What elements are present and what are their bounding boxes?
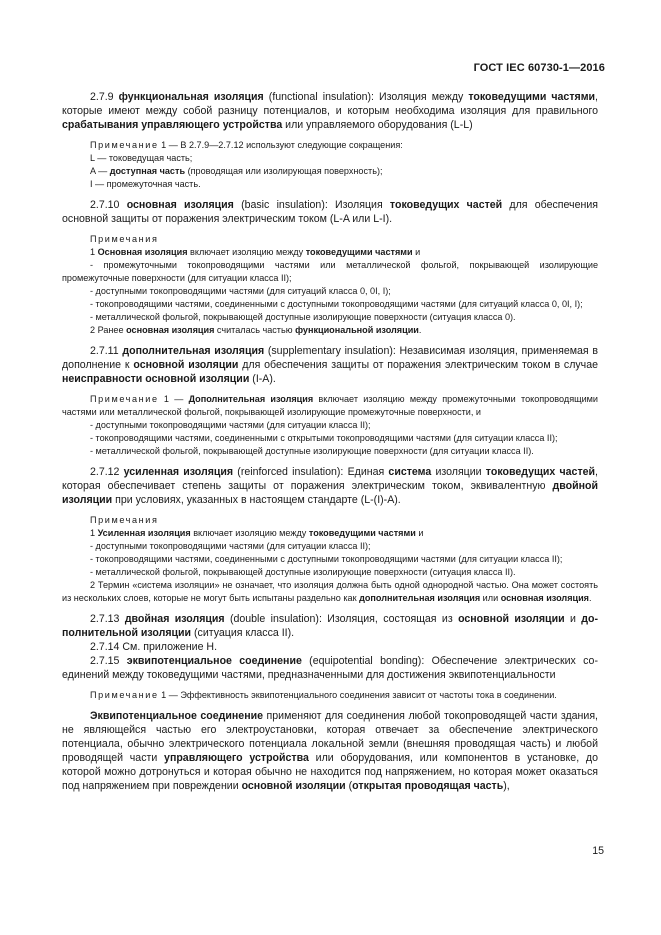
body-paragraph [62, 465, 598, 507]
bold-term: эквипотенциальное соединение [126, 655, 302, 667]
text-run: для обеспечения защиты от поражения электрическим током в случае [238, 359, 598, 371]
text-run: . [588, 593, 592, 603]
body-paragraph [62, 709, 598, 793]
body-paragraph [62, 612, 598, 640]
bold-term: функциональной изоляции [295, 325, 419, 335]
body-paragraph [62, 654, 598, 682]
text-run: 1 — Эффективность эквипотенциального соединения зависит от частоты тока в соединении. [158, 690, 557, 700]
text-run: или [480, 593, 501, 603]
text-run: , которая обеспечивает степень защиты от поражения электрическим током, эквивалентную [62, 466, 598, 492]
note-paragraph [62, 298, 598, 311]
text-run: и [564, 613, 582, 625]
bold-term: усиленная изоляция [123, 466, 234, 478]
bold-term: система [388, 466, 432, 478]
bold-term: токоведущими частями [305, 247, 413, 257]
body-paragraph [62, 90, 598, 132]
text-run: 1 [90, 247, 98, 257]
text-run: ( [345, 780, 353, 792]
text-run: или оборудования, или компонентов в установке, до которой можно дотронуться и которая обычно не находится под напряжением, но которая может оказаться под напряжением при повреждении [62, 752, 598, 792]
text-run: - доступными токопроводящими частями (для ситуаций класса 0, 0I, I); [90, 286, 391, 296]
body-paragraph [62, 198, 598, 226]
note-paragraph [62, 527, 598, 540]
text-run: Примечания [90, 234, 159, 244]
text-run: 2.7.9 [90, 91, 119, 103]
text-run: (double insulation): Изоляция, состоящая из [224, 613, 459, 625]
text-run: и [415, 528, 424, 538]
text-run: 1 — В 2.7.9—2.7.12 используют следующие сокращения: [158, 140, 403, 150]
document-body [62, 90, 598, 793]
bold-term: Усиленная изоляция [97, 528, 191, 538]
page-number: 15 [592, 845, 604, 857]
note-paragraph [62, 689, 598, 702]
text-run: I — промежуточная часть. [90, 179, 201, 189]
text-run: Примечания [90, 515, 159, 525]
text-run: - токопроводящими частями, соединенными с доступными токопроводящими частями (для ситуации класса II); [90, 554, 563, 564]
text-run: 2.7.13 [90, 613, 125, 625]
text-run: 2.7.12 [90, 466, 124, 478]
note-paragraph [62, 139, 598, 152]
note-paragraph [62, 259, 598, 285]
text-run: применяют для соединения любой токопроводящей части здания, не являющейся частью его электроустановки, которая отвечает за обеспечение электрического потенциала, обычно электрического потенциала локальной земли (внешняя проводящая часть) и любой проводящей части [62, 710, 598, 764]
text-run: 2.7.15 [90, 655, 127, 667]
text-run: включает изоляцию между [190, 528, 309, 538]
note-paragraph [62, 311, 598, 324]
text-run: L — токоведущая часть; [90, 153, 193, 163]
bold-term: токоведущих частей [389, 199, 503, 211]
text-run: , которые имеют между собой разницу потенциалов, и которым необходима изоляция для правильного [62, 91, 598, 117]
bold-term: основной изоляции [241, 780, 346, 792]
bold-term: функциональная изоляция [118, 91, 264, 103]
note-paragraph [62, 178, 598, 191]
bold-term: дополнительной изоляции [62, 613, 598, 639]
bold-term: доступная часть [109, 166, 186, 176]
bold-term: неисправности основной изоляции [62, 373, 250, 385]
text-run: 1 [90, 528, 98, 538]
bold-term: двойной изоляции [62, 480, 598, 506]
text-run: (проводящая или изолирующая поверхность); [185, 166, 383, 176]
text-run: 2.7.10 [90, 199, 127, 211]
text-run: - металлической фольгой, покрывающей доступные изолирующие поверхности (ситуация класса 0). [90, 312, 516, 322]
text-run: (reinforced insulation): Единая [233, 466, 389, 478]
text-run: (I-A). [249, 373, 276, 385]
text-run: - металлической фольгой, покрывающей доступные изолирующие поверхности (для ситуации класса II). [90, 446, 534, 456]
text-run: 2 Термин «система изоляции» не означает, что изоляция должна быть одной однородной частью. Она может состоять из нескольких слоев, которые не могут быть испытаны раздельно как [62, 580, 598, 603]
text-run: - промежуточными токопроводящими частями или металлической фольгой, покрывающей изолирующие промежуточные поверхности (для ситуации класса II); [62, 260, 598, 283]
note-paragraph [62, 233, 598, 246]
text-run: - токопроводящими частями, соединенными с открытыми токопроводящими частями (для ситуации класса II); [90, 433, 558, 443]
text-run: Примечание [90, 140, 159, 150]
text-run: или управляемого оборудования (L-L) [282, 119, 473, 131]
text-run: при условиях, указанных в настоящем стандарте (L-(I)-A). [112, 494, 401, 506]
text-run: для обеспечения основной защиты от поражения электрическим током (L-A или L-I). [62, 199, 598, 225]
note-paragraph [62, 152, 598, 165]
bold-term: дополнительная изоляция [122, 345, 265, 357]
bold-term: срабатывания управляющего устройства [62, 119, 283, 131]
bold-term: открытая проводящая часть [352, 780, 504, 792]
text-run: (equipotential bonding): Обеспечение электрических соединений между токоведущими частями, предназначенными для достижения эквипотенциальности [62, 655, 598, 681]
text-run: включает изоляцию между промежуточными токопроводящими частями или металлической фольгой, покрывающей изолирующие промежуточные поверхности, и [62, 394, 599, 417]
bold-term: дополнительная изоляция [359, 593, 481, 603]
text-run: - металлической фольгой, покрывающей доступные изолирующие поверхности (ситуация класса II). [90, 567, 516, 577]
note-paragraph [62, 393, 598, 419]
text-run: A — [90, 166, 110, 176]
note-paragraph [62, 165, 598, 178]
text-run: Примечание [90, 394, 159, 404]
note-paragraph [62, 419, 598, 432]
text-run: . [418, 325, 422, 335]
text-run: (functional insulation): Изоляция между [263, 91, 469, 103]
text-run: 2.7.14 См. приложение Н. [90, 641, 218, 653]
note-paragraph [62, 579, 598, 605]
bold-term: управляющего устройства [164, 752, 309, 764]
text-run: - доступными токопроводящими частями (для ситуации класса II); [90, 420, 371, 430]
note-paragraph [62, 514, 598, 527]
bold-term: основная изоляция [126, 325, 215, 335]
text-run: Примечание [90, 690, 159, 700]
bold-term: основной изоляции [133, 359, 239, 371]
text-run: (supplementary insulation): Независимая изоляция, применяемая в дополнение к [62, 345, 598, 371]
body-paragraph [62, 344, 598, 386]
bold-term: основная изоляция [500, 593, 589, 603]
text-run: - доступными токопроводящими частями (для ситуации класса II); [90, 541, 371, 551]
note-paragraph [62, 324, 598, 337]
text-run: 2 Ранее [90, 325, 127, 335]
text-run: ), [503, 780, 510, 792]
bold-term: Эквипотенциальное соединение [90, 710, 263, 722]
text-run: 1 — [158, 394, 189, 404]
bold-term: основная изоляция [126, 199, 234, 211]
note-paragraph [62, 553, 598, 566]
text-run: включает изоляцию между [187, 247, 306, 257]
text-run: и [412, 247, 421, 257]
text-run: (ситуация класса II). [191, 627, 295, 639]
note-paragraph [62, 445, 598, 458]
note-paragraph [62, 540, 598, 553]
bold-term: токоведущими частями [308, 528, 416, 538]
text-run: изоляции [431, 466, 486, 478]
note-paragraph [62, 432, 598, 445]
bold-term: двойная изоляция [124, 613, 225, 625]
bold-term: основной изоляции [458, 613, 565, 625]
text-run: (basic insulation): Изоляция [233, 199, 390, 211]
text-run: считалась частью [214, 325, 296, 335]
text-run: 2.7.11 [90, 345, 123, 357]
bold-term: токоведущих частей [485, 466, 596, 478]
body-paragraph [62, 640, 598, 654]
bold-term: Дополнительная изоляция [188, 394, 314, 404]
text-run: - токопроводящими частями, соединенными с доступными токопроводящими частями (для ситуаций класса 0, 0I, I); [90, 299, 583, 309]
bold-term: Основная изоляция [97, 247, 188, 257]
note-paragraph [62, 285, 598, 298]
note-paragraph [62, 566, 598, 579]
bold-term: токоведущими частями [468, 91, 596, 103]
note-paragraph [62, 246, 598, 259]
document-header: ГОСТ IEC 60730-1—2016 [473, 62, 605, 74]
